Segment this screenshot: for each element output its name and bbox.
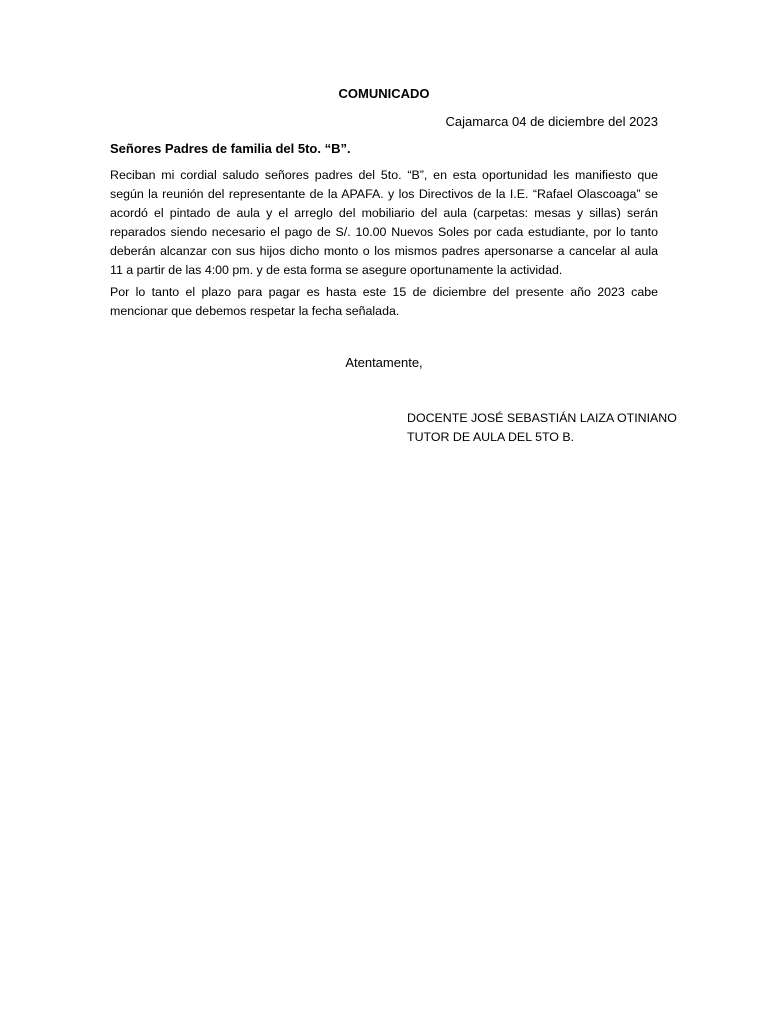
closing: Atentamente, <box>345 355 423 370</box>
date-line: Cajamarca 04 de diciembre del 2023 <box>445 114 658 129</box>
signature-block <box>407 409 677 447</box>
body-paragraph-2: Por lo tanto el plazo para pagar es hasta este 15 de diciembre del presente año 2023 cabe mencionar que debemos respetar la fecha señalada. <box>110 285 658 318</box>
body-paragraph-1: Reciban mi cordial saludo señores padres del 5to. “B”, en esta oportunidad les manifiesto que según la reunión del representante de la APAFA. y los Directivos de la I.E. “Rafael Olascoaga” se acordó el pintado de aula y el arreglo del mobiliario del aula (carpetas: mesas y sillas) serán reparados siendo necesario el pago de S/. 10.00 Nuevos Soles por cada estudiante, por lo tanto deberán alcanzar con sus hijos dicho monto o los mismos padres apersonarse a cancelar al aula 11 a partir de las 4:00 pm. y de esta forma se asegure oportunamente la actividad. <box>110 168 658 277</box>
salutation: Señores Padres de familia del 5to. “B”. <box>110 141 351 156</box>
document-title: COMUNICADO <box>338 86 430 101</box>
signature-name: DOCENTE JOSÉ SEBASTIÁN LAIZA OTINIANO <box>407 411 677 425</box>
signature-role: TUTOR DE AULA DEL 5TO B. <box>407 430 575 444</box>
